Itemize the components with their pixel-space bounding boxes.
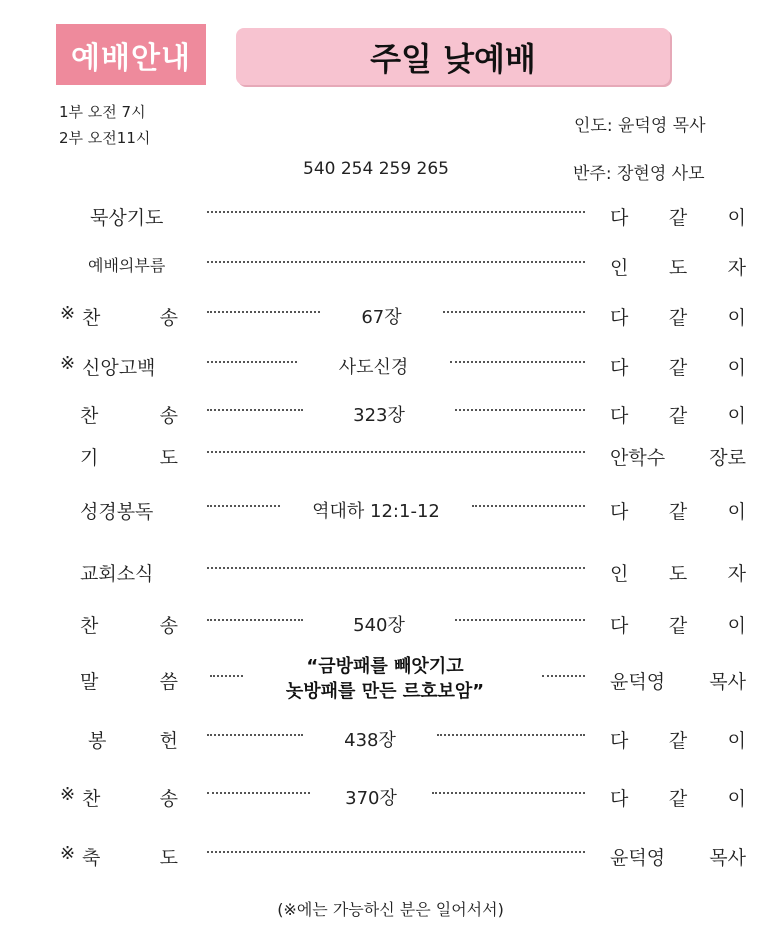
- leader-dots: [207, 619, 303, 621]
- order-row: [0, 726, 781, 756]
- stand-mark: ※: [60, 303, 76, 324]
- order-row: [0, 784, 781, 814]
- order-row: [0, 203, 781, 233]
- order-item-label: 찬 송: [82, 307, 178, 329]
- order-item-label: 성경봉독: [80, 501, 154, 523]
- leader-dots: [210, 675, 243, 677]
- leader-dots: [207, 451, 585, 453]
- order-item-leader: 다 같 이: [610, 405, 746, 427]
- order-row: [0, 559, 781, 589]
- order-item-detail: 438장: [344, 730, 396, 751]
- order-item-leader: 윤덕영 목사: [610, 671, 746, 693]
- order-item-leader: 안학수 장로: [610, 447, 746, 469]
- leader-dots: [207, 311, 320, 313]
- order-item-leader: 다 같 이: [610, 788, 746, 810]
- order-item-detail: 370장: [345, 788, 397, 809]
- leader-dots: [207, 211, 585, 213]
- order-item-leader: 다 같 이: [610, 207, 746, 229]
- order-item-label: 말 씀: [80, 671, 178, 693]
- order-row: [0, 611, 781, 641]
- order-row: [0, 303, 781, 333]
- order-item-leader: 인 도 자: [610, 257, 746, 279]
- leader-dots: [207, 734, 303, 736]
- service-time-1: 1부 오전 7시: [59, 103, 146, 121]
- leader-dots: [207, 261, 585, 263]
- stand-mark: ※: [60, 353, 76, 374]
- leader-dots: [207, 567, 585, 569]
- service-time-2: 2부 오전11시: [59, 129, 151, 147]
- leader-dots: [207, 409, 303, 411]
- page-title: 주일 낮예배: [236, 28, 670, 85]
- order-row: [0, 401, 781, 431]
- sermon-title-line-1: “금방패를 빼앗기고: [306, 656, 464, 677]
- accompanist-info: 반주: 장현영 사모: [573, 164, 705, 184]
- leader-dots: [450, 361, 585, 363]
- leader-dots: [207, 361, 297, 363]
- leader-dots: [207, 505, 280, 507]
- leader-dots: [432, 792, 585, 794]
- leader-dots: [207, 851, 585, 853]
- order-row: [0, 443, 781, 473]
- order-item-label: 기 도: [80, 447, 178, 469]
- order-item-label: 봉 헌: [88, 730, 178, 752]
- footnote: (※에는 가능하신 분은 일어서서): [277, 900, 504, 919]
- order-item-label: 묵상기도: [90, 207, 164, 229]
- leader-dots: [472, 505, 585, 507]
- order-item-label: 예배의부름: [88, 256, 166, 275]
- order-row: [0, 353, 781, 383]
- order-item-leader: 다 같 이: [610, 615, 746, 637]
- stand-mark: ※: [60, 784, 76, 805]
- section-tag: 예배안내: [56, 24, 206, 85]
- sermon-title-line-2: 놋방패를 만든 르호보암”: [285, 681, 485, 702]
- leader-dots: [455, 619, 585, 621]
- order-item-label: 신앙고백: [82, 357, 156, 379]
- leader-info: 인도: 윤덕영 목사: [574, 116, 706, 136]
- order-item-label: 교회소식: [80, 563, 154, 585]
- order-item-leader: 다 같 이: [610, 307, 746, 329]
- order-item-detail: 사도신경: [338, 357, 409, 378]
- order-item-leader: 다 같 이: [610, 357, 746, 379]
- order-item-detail: 323장: [353, 405, 405, 426]
- stand-mark: ※: [60, 843, 76, 864]
- order-row: [0, 843, 781, 873]
- sermon-title: [250, 654, 520, 704]
- order-item-leader: 인 도 자: [610, 563, 746, 585]
- order-item-leader: 윤덕영 목사: [610, 847, 746, 869]
- hymn-number-line: 540 254 259 265: [303, 159, 450, 179]
- leader-dots: [455, 409, 585, 411]
- order-item-leader: 다 같 이: [610, 730, 746, 752]
- order-item-label: 찬 송: [82, 788, 178, 810]
- order-item-detail: 540장: [353, 615, 405, 636]
- leader-dots: [437, 734, 585, 736]
- order-item-detail: 67장: [361, 307, 402, 328]
- order-row: [0, 253, 781, 283]
- order-item-label: 찬 송: [80, 615, 178, 637]
- leader-dots: [542, 675, 585, 677]
- leader-dots: [207, 792, 310, 794]
- order-row: [0, 497, 781, 527]
- order-item-leader: 다 같 이: [610, 501, 746, 523]
- order-item-label: 찬 송: [80, 405, 178, 427]
- order-item-label: 축 도: [82, 847, 178, 869]
- order-item-detail: 역대하 12:1-12: [312, 501, 440, 522]
- leader-dots: [443, 311, 585, 313]
